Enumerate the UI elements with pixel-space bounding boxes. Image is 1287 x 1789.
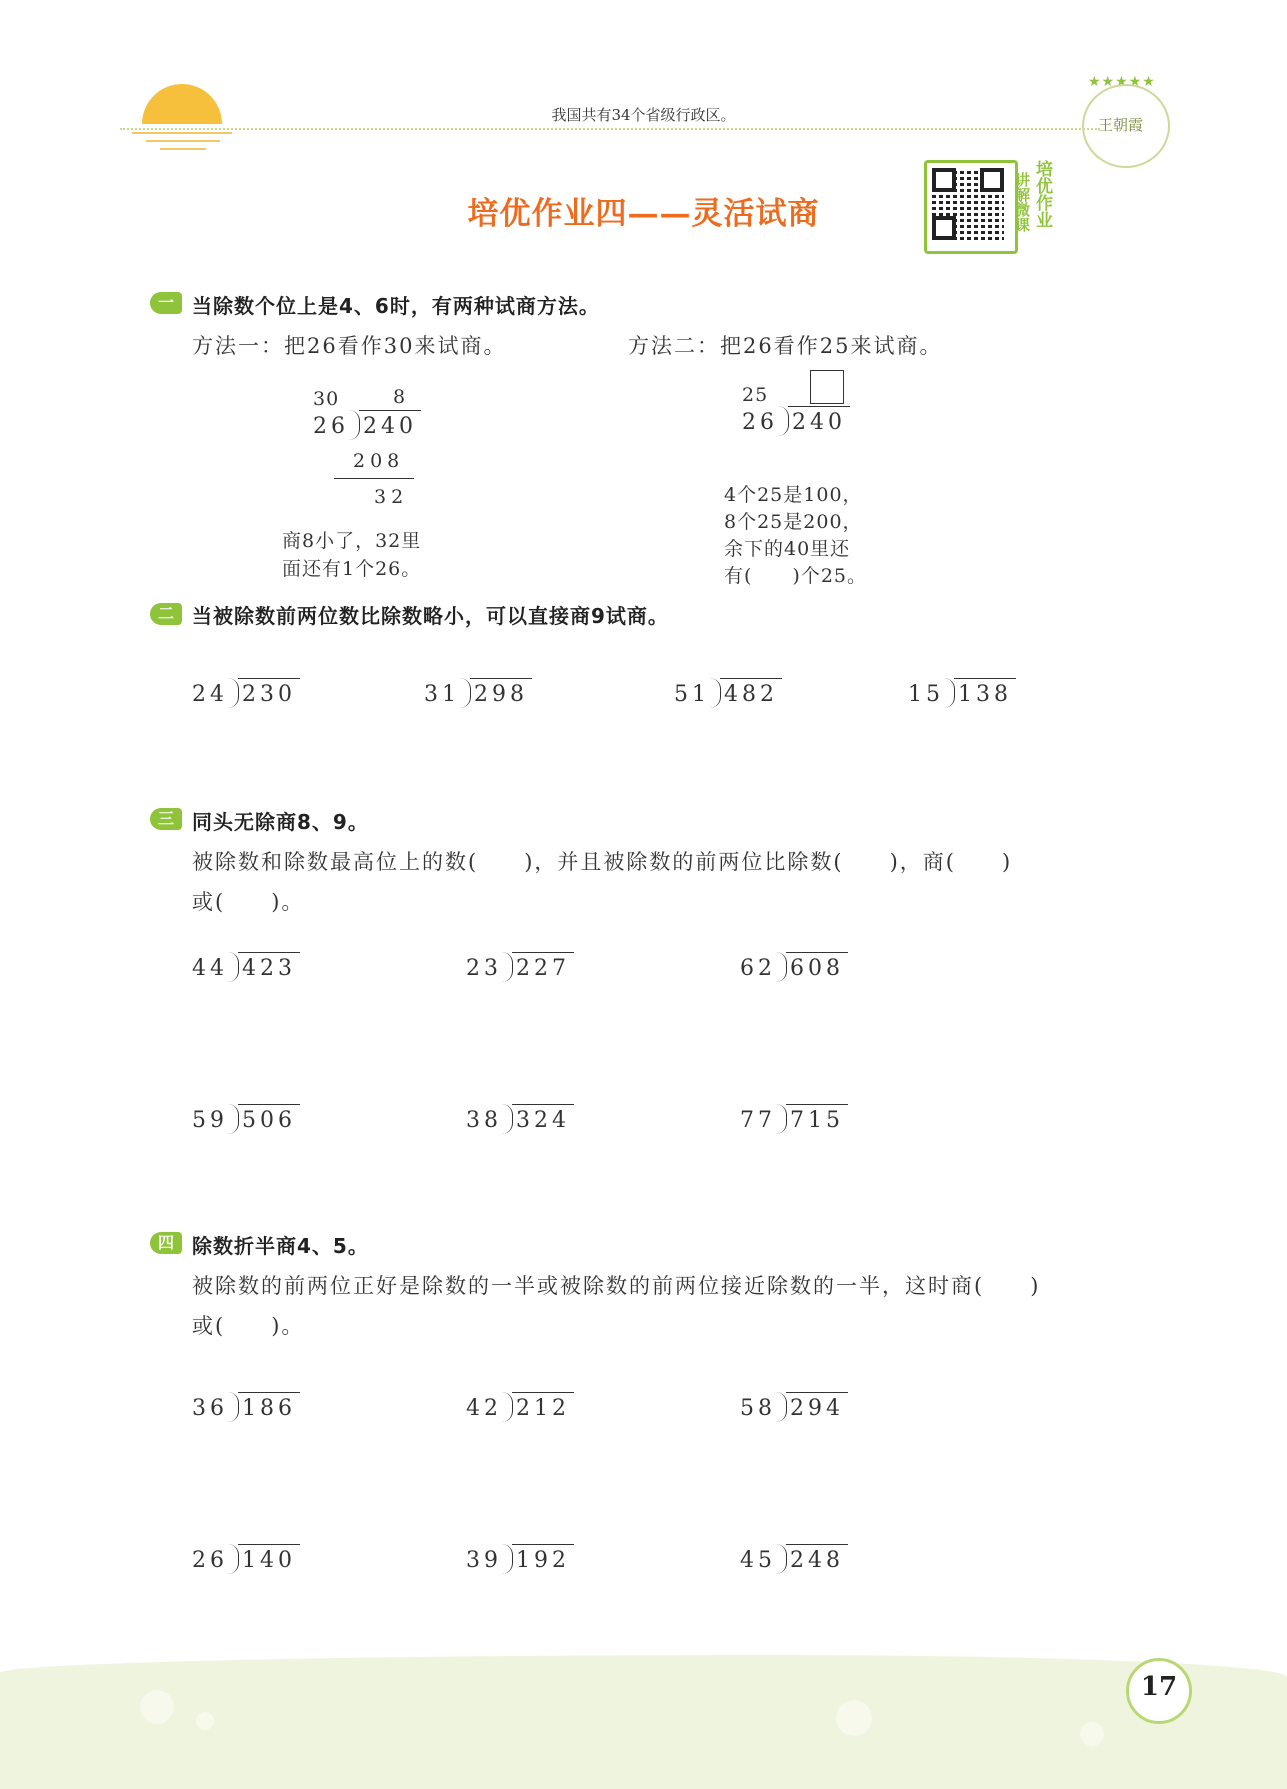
divisor: 77 [740,1108,776,1133]
remainder: 32 [374,486,409,508]
fill-in-text: 或( )。 [192,890,305,914]
quotient: 8 [393,386,407,408]
division-problem [740,1396,844,1426]
divisor: 51 [674,682,710,707]
divisor: 44 [192,956,228,981]
divisor: 26 [742,410,778,435]
bubble-decoration [836,1700,872,1736]
dividend: 248 [776,1548,844,1573]
dividend: 140 [228,1548,296,1573]
sun-reflection [160,148,206,150]
product: 208 [353,450,405,472]
dividend: 294 [776,1396,844,1421]
section-badge: 二 [150,603,182,625]
fill-in-text: 被除数的前两位正好是除数的一半或被除数的前两位接近除数的一半，这时商( ) [192,1274,1041,1298]
divisor: 31 [424,682,460,707]
dividend: 715 [776,1108,844,1133]
note-line: 余下的40里还 [724,538,851,560]
division-problem [908,682,1012,712]
dividend: 212 [502,1396,570,1421]
header-fact: 我国共有34个省级行政区。 [551,106,736,124]
divisor: 59 [192,1108,228,1133]
division-problem [466,1108,570,1138]
section-badge: 四 [150,1232,182,1254]
divisor: 26 [192,1548,228,1573]
sun-reflection [146,140,220,142]
qr-finder-icon [980,168,1004,192]
dividend: 298 [460,682,528,707]
division-problem [466,956,570,986]
bubble-decoration [1080,1722,1104,1746]
division-problem [192,1548,296,1578]
divisor: 58 [740,1396,776,1421]
logo-text: 王朝霞 [1098,116,1144,134]
division-problem [740,1548,844,1578]
dividend: 506 [228,1108,296,1133]
note-line: 8个25是200， [724,511,863,533]
divisor: 15 [908,682,944,707]
sun-reflection [132,132,232,134]
divisor: 45 [740,1548,776,1573]
page-number: 17 [1140,1672,1178,1702]
method-one: 方法一：把26看作30来试商。 [192,334,507,358]
dividend: 192 [502,1548,570,1573]
method-two: 方法二：把26看作25来试商。 [628,334,943,358]
dividend: 423 [228,956,296,981]
side-label-line2: 讲解微课 [1013,172,1031,232]
approx-divisor: 25 [742,384,769,406]
section-badge: 一 [150,292,182,314]
bubble-decoration [140,1690,174,1724]
division-problem [466,1396,570,1426]
section-heading: 同头无除商8、9。 [192,810,369,834]
note-line: 面还有1个26。 [282,558,422,580]
dividend: 227 [502,956,570,981]
divisor: 38 [466,1108,502,1133]
fill-in-text: 被除数和除数最高位上的数( )，并且被除数的前两位比除数( )，商( ) [192,850,1013,874]
note-line: 商8小了，32里 [282,530,422,552]
logo-stars: ★★★★★ [1088,74,1156,90]
dividend: 240 [349,414,417,439]
dividend: 482 [710,682,778,707]
divisor: 24 [192,682,228,707]
divisor: 36 [192,1396,228,1421]
header-divider [120,128,1100,130]
bubble-decoration [196,1712,214,1730]
section-badge: 三 [150,808,182,830]
division-problem [192,682,296,712]
dividend: 186 [228,1396,296,1421]
section-heading: 当被除数前两位数比除数略小，可以直接商9试商。 [192,604,669,628]
dividend: 240 [778,410,846,435]
dividend: 608 [776,956,844,981]
division-problem [192,1396,296,1426]
divisor: 39 [466,1548,502,1573]
fill-in-text: 或( )。 [192,1314,305,1338]
long-division [742,410,846,440]
side-label-line1: 培优作业 [1032,160,1052,228]
page-title: 培优作业四——灵活试商 [467,196,820,232]
division-problem [192,1108,296,1138]
qr-finder-icon [932,168,956,192]
subtraction-line [334,478,414,479]
note-line: 有( )个25。 [724,565,868,587]
approx-divisor: 30 [313,388,340,410]
divisor: 62 [740,956,776,981]
divisor: 42 [466,1396,502,1421]
division-problem [466,1548,570,1578]
quotient-answer-box[interactable] [810,370,844,404]
dividend: 230 [228,682,296,707]
divisor: 23 [466,956,502,981]
section-heading: 当除数个位上是4、6时，有两种试商方法。 [192,294,600,318]
division-problem [674,682,778,712]
dividend: 138 [944,682,1012,707]
division-problem [740,956,844,986]
section-heading: 除数折半商4、5。 [192,1234,369,1258]
qr-finder-icon [932,216,956,240]
division-problem [424,682,528,712]
division-problem [740,1108,844,1138]
division-problem [192,956,296,986]
long-division [313,414,417,444]
divisor: 26 [313,414,349,439]
dividend: 324 [502,1108,570,1133]
note-line: 4个25是100， [724,484,863,506]
